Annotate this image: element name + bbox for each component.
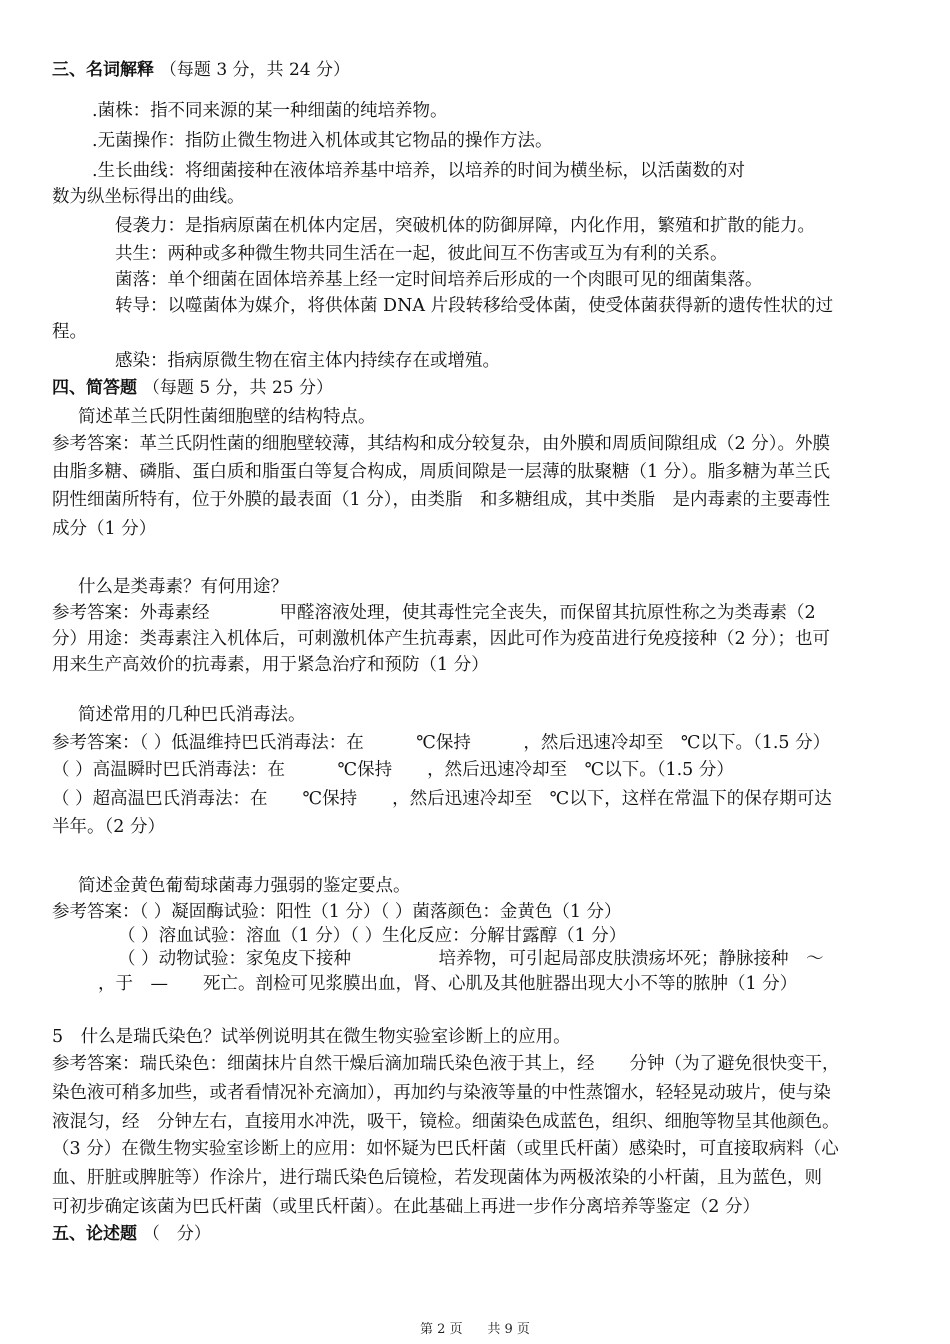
answer-line: 参考答案：外毒素经 甲醛溶液处理，使其毒性完全丧失，而保留其抗原性称之为类毒素（2 <box>52 603 816 623</box>
term-line: 感染：指病原微生物在宿主体内持续存在或增殖。 <box>115 351 500 371</box>
section-5-score-note: （ 分） <box>142 1224 211 1244</box>
term-line: 数为纵坐标得出的曲线。 <box>52 187 245 207</box>
page-number: 第 2 页 <box>420 1322 463 1337</box>
page-total: 共 9 页 <box>487 1322 530 1337</box>
answer-line: 参考答案：（ ）低温维持巴氏消毒法：在 ℃保持 ，然后迅速冷却至 ℃以下。（1.5 分） <box>52 733 831 753</box>
answer-line: （3 分）在微生物实验室诊断上的应用：如怀疑为巴氏杆菌（或里氏杆菌）感染时，可直接取病料（心 <box>52 1139 839 1159</box>
section-4-title: 四、简答题 <box>52 378 137 398</box>
section-3-score-note: （每题 3 分，共 24 分） <box>159 60 350 80</box>
answer-line: （ ）高温瞬时巴氏消毒法：在 ℃保持 ，然后迅速冷却至 ℃以下。（1.5 分） <box>52 760 734 780</box>
question-line: 5 什么是瑞氏染色？试举例说明其在微生物实验室诊断上的应用。 <box>52 1027 571 1047</box>
answer-line: 可初步确定该菌为巴氏杆菌（或里氏杆菌）。在此基础上再进一步作分离培养等鉴定（2 分） <box>52 1197 760 1217</box>
answer-line: 参考答案：（ ）凝固酶试验：阳性（1 分）（ ）菌落颜色：金黄色（1 分） <box>52 902 622 922</box>
answer-line: 阴性细菌所特有，位于外膜的最表面（1 分），由类脂 和多糖组成，其中类脂 是内毒素的主要毒性 <box>52 490 830 510</box>
answer-line: 参考答案：革兰氏阴性菌的细胞壁较薄，其结构和成分较复杂，由外膜和周质间隙组成（2 分）。外膜 <box>52 434 830 454</box>
term-line: 共生：两种或多种微生物共同生活在一起，彼此间互不伤害或互为有利的关系。 <box>115 244 728 264</box>
section-3-heading <box>52 58 350 82</box>
question-line: 什么是类毒素？有何用途？ <box>78 577 288 597</box>
answer-line: 参考答案：瑞氏染色：细菌抹片自然干燥后滴加瑞氏染色液于其上，经 分钟（为了避免很快变干， <box>52 1054 840 1074</box>
answer-line: 半年。（2 分） <box>52 817 165 837</box>
answer-line: ，于 — 死亡。剖检可见浆膜出血，肾、心肌及其他脏器出现大小不等的脓肿（1 分） <box>98 974 798 994</box>
term-line: 侵袭力：是指病原菌在机体内定居，突破机体的防御屏障，内化作用，繁殖和扩散的能力。 <box>115 216 815 236</box>
question-line: 简述金黄色葡萄球菌毒力强弱的鉴定要点。 <box>78 876 411 896</box>
section-4-heading <box>52 376 333 400</box>
answer-line: 分）用途：类毒素注入机体后，可刺激机体产生抗毒素，因此可作为疫苗进行免疫接种（2 分）；也可 <box>52 629 830 649</box>
answer-line: 液混匀，经 分钟左右，直接用水冲洗，吸干，镜检。细菌染色成蓝色，组织、细胞等物呈其他颜色。 <box>52 1112 840 1132</box>
term-line: .无菌操作：指防止微生物进入机体或其它物品的操作方法。 <box>92 131 553 151</box>
term-line: 程。 <box>52 322 87 342</box>
section-3-title: 三、名词解释 <box>52 60 154 80</box>
answer-line: （ ）超高温巴氏消毒法：在 ℃保持 ，然后迅速冷却至 ℃以下，这样在常温下的保存期可达 <box>52 789 832 809</box>
answer-line: （ ）动物试验：家兔皮下接种 培养物，可引起局部皮肤溃疡坏死；静脉接种 ～ <box>118 949 824 969</box>
section-4-score-note: （每题 5 分，共 25 分） <box>142 378 333 398</box>
page-footer <box>0 1318 950 1337</box>
answer-line: 染色液可稍多加些，或者看情况补充滴加），再加约与染液等量的中性蒸馏水，轻轻晃动玻片，使与染 <box>52 1083 831 1103</box>
term-line: 转导：以噬菌体为媒介，将供体菌 DNA 片段转移给受体菌，使受体菌获得新的遗传性状的过 <box>115 296 834 316</box>
answer-line: 用来生产高效价的抗毒素，用于紧急治疗和预防（1 分） <box>52 655 489 675</box>
section-5-title: 五、论述题 <box>52 1224 137 1244</box>
answer-line: 血、肝脏或脾脏等）作涂片，进行瑞氏染色后镜检，若发现菌体为两极浓染的小杆菌，且为蓝色，则 <box>52 1168 822 1188</box>
question-line: 简述常用的几种巴氏消毒法。 <box>78 705 306 725</box>
term-line: .菌株：指不同来源的某一种细菌的纯培养物。 <box>92 101 448 121</box>
term-line: .生长曲线：将细菌接种在液体培养基中培养，以培养的时间为横坐标，以活菌数的对 <box>92 161 746 181</box>
answer-line: 成分（1 分） <box>52 519 157 539</box>
answer-line: 由脂多糖、磷脂、蛋白质和脂蛋白等复合构成，周质间隙是一层薄的肽聚糖（1 分）。脂多糖为革兰氏 <box>52 462 830 482</box>
section-5-heading <box>52 1222 211 1246</box>
question-line: 简述革兰氏阴性菌细胞壁的结构特点。 <box>78 407 376 427</box>
answer-line: （ ）溶血试验：溶血（1 分）（ ）生化反应：分解甘露醇（1 分） <box>118 926 627 946</box>
term-line: 菌落：单个细菌在固体培养基上经一定时间培养后形成的一个肉眼可见的细菌集落。 <box>115 270 763 290</box>
